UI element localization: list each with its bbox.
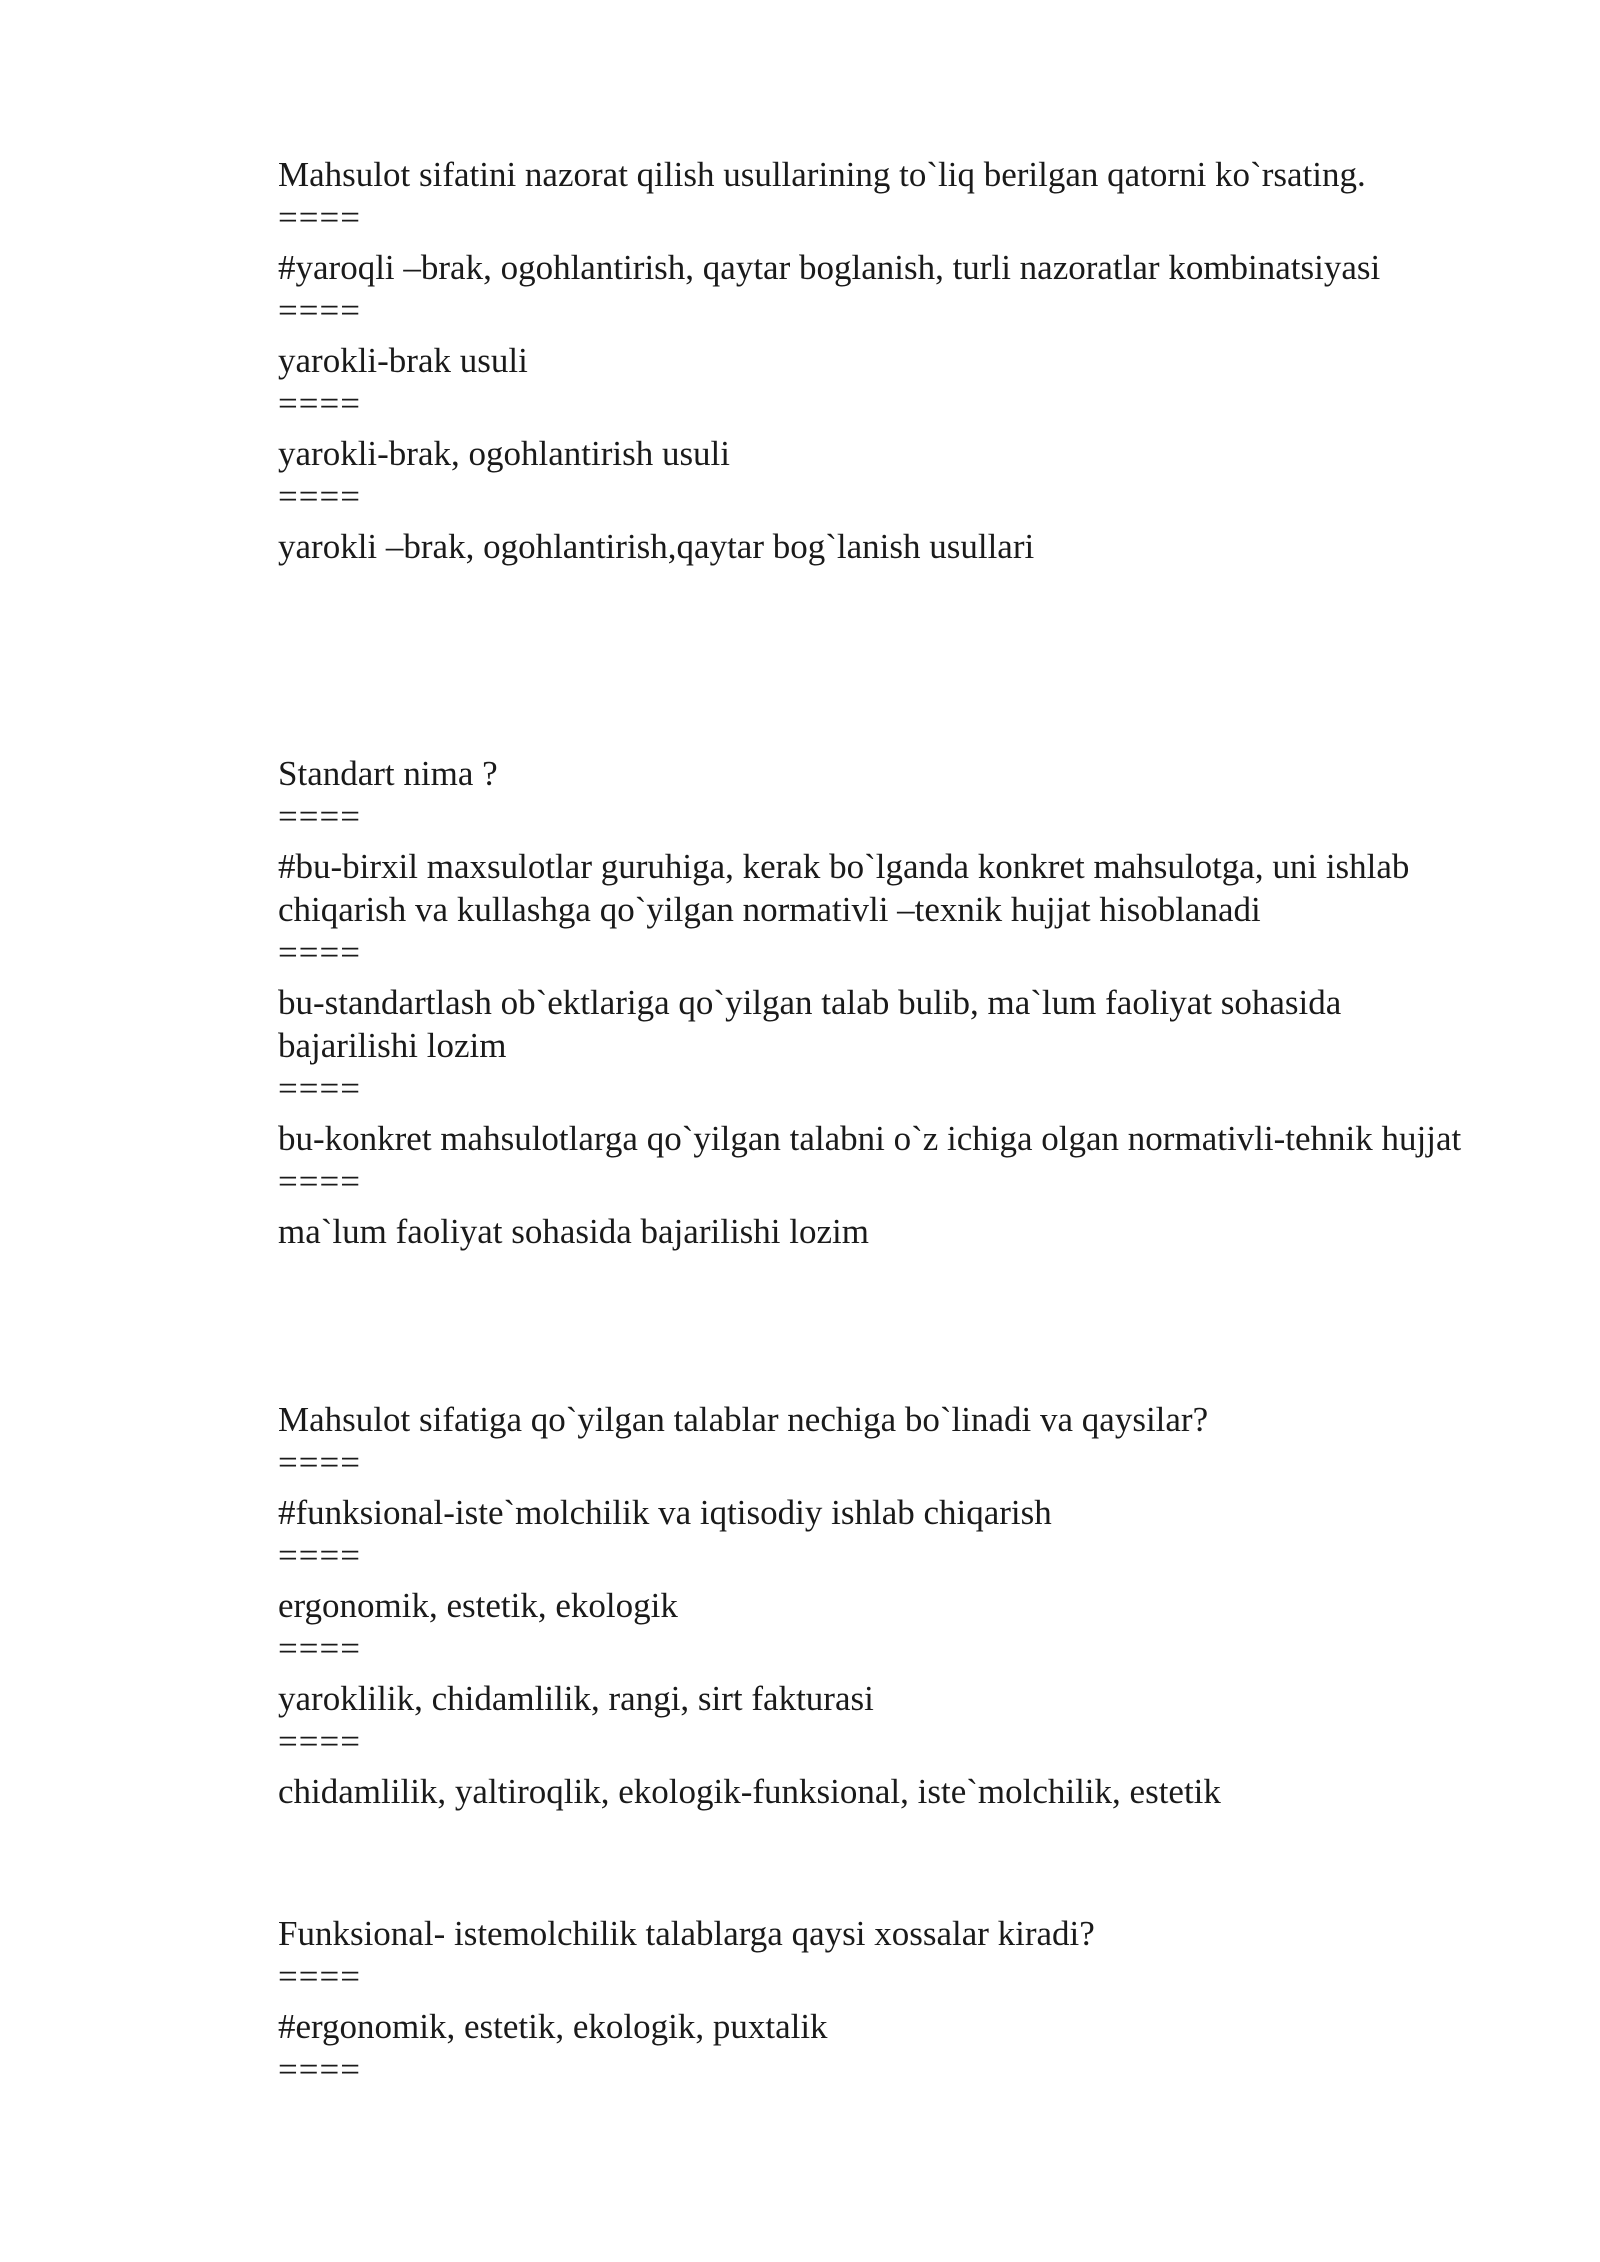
separator: ==== — [278, 933, 361, 972]
answer-option: ma`lum faoliyat sohasida bajarilishi lozim — [278, 1212, 869, 1251]
separator: ==== — [278, 1957, 361, 1996]
separator: ==== — [278, 1722, 361, 1761]
answer-option: #yaroqli –brak, ogohlantirish, qaytar boglanish, turli nazoratlar kombinatsiyasi — [278, 248, 1381, 287]
separator: ==== — [278, 797, 361, 836]
separator: ==== — [278, 1162, 361, 1201]
answer-option: #funksional-iste`molchilik va iqtisodiy ishlab chiqarish — [278, 1493, 1052, 1532]
answer-option: #bu-birxil maxsulotlar guruhiga, kerak bo`lganda konkret mahsulotga, uni ishlab chiqarish va kullashga qo`yilgan normativli –texnik hujjat hisoblanadi — [278, 847, 1419, 929]
question-block-2 — [278, 752, 1478, 1253]
separator: ==== — [278, 1536, 361, 1575]
question-block-4 — [278, 1912, 1478, 2098]
separator: ==== — [278, 477, 361, 516]
question-block-3 — [278, 1398, 1478, 1813]
answer-option: #ergonomik, estetik, ekologik, puxtalik — [278, 2007, 828, 2046]
question-text: Funksional- istemolchilik talablarga qaysi xossalar kiradi? — [278, 1914, 1095, 1953]
separator: ==== — [278, 2050, 361, 2089]
answer-option: bu-standartlash ob`ektlariga qo`yilgan talab bulib, ma`lum faoliyat sohasida bajarilishi lozim — [278, 983, 1351, 1065]
separator: ==== — [278, 384, 361, 423]
separator: ==== — [278, 1443, 361, 1482]
answer-option: chidamlilik, yaltiroqlik, ekologik-funksional, iste`molchilik, estetik — [278, 1772, 1221, 1811]
question-text: Standart nima ? — [278, 754, 498, 793]
answer-option: yarokli-brak usuli — [278, 341, 528, 380]
separator: ==== — [278, 198, 361, 237]
question-block-1 — [278, 153, 1478, 568]
answer-option: yarokli-brak, ogohlantirish usuli — [278, 434, 731, 473]
answer-option: yarokli –brak, ogohlantirish,qaytar bog`lanish usullari — [278, 527, 1035, 566]
question-text: Mahsulot sifatini nazorat qilish usullarining to`liq berilgan qatorni ko`rsating. — [278, 155, 1366, 194]
question-text: Mahsulot sifatiga qo`yilgan talablar nechiga bo`linadi va qaysilar? — [278, 1400, 1209, 1439]
answer-option: ergonomik, estetik, ekologik — [278, 1586, 678, 1625]
separator: ==== — [278, 1629, 361, 1668]
separator: ==== — [278, 291, 361, 330]
answer-option: bu-konkret mahsulotlarga qo`yilgan talabni o`z ichiga olgan normativli-tehnik hujjat — [278, 1119, 1462, 1158]
answer-option: yaroklilik, chidamlilik, rangi, sirt fakturasi — [278, 1679, 874, 1718]
separator: ==== — [278, 1069, 361, 1108]
